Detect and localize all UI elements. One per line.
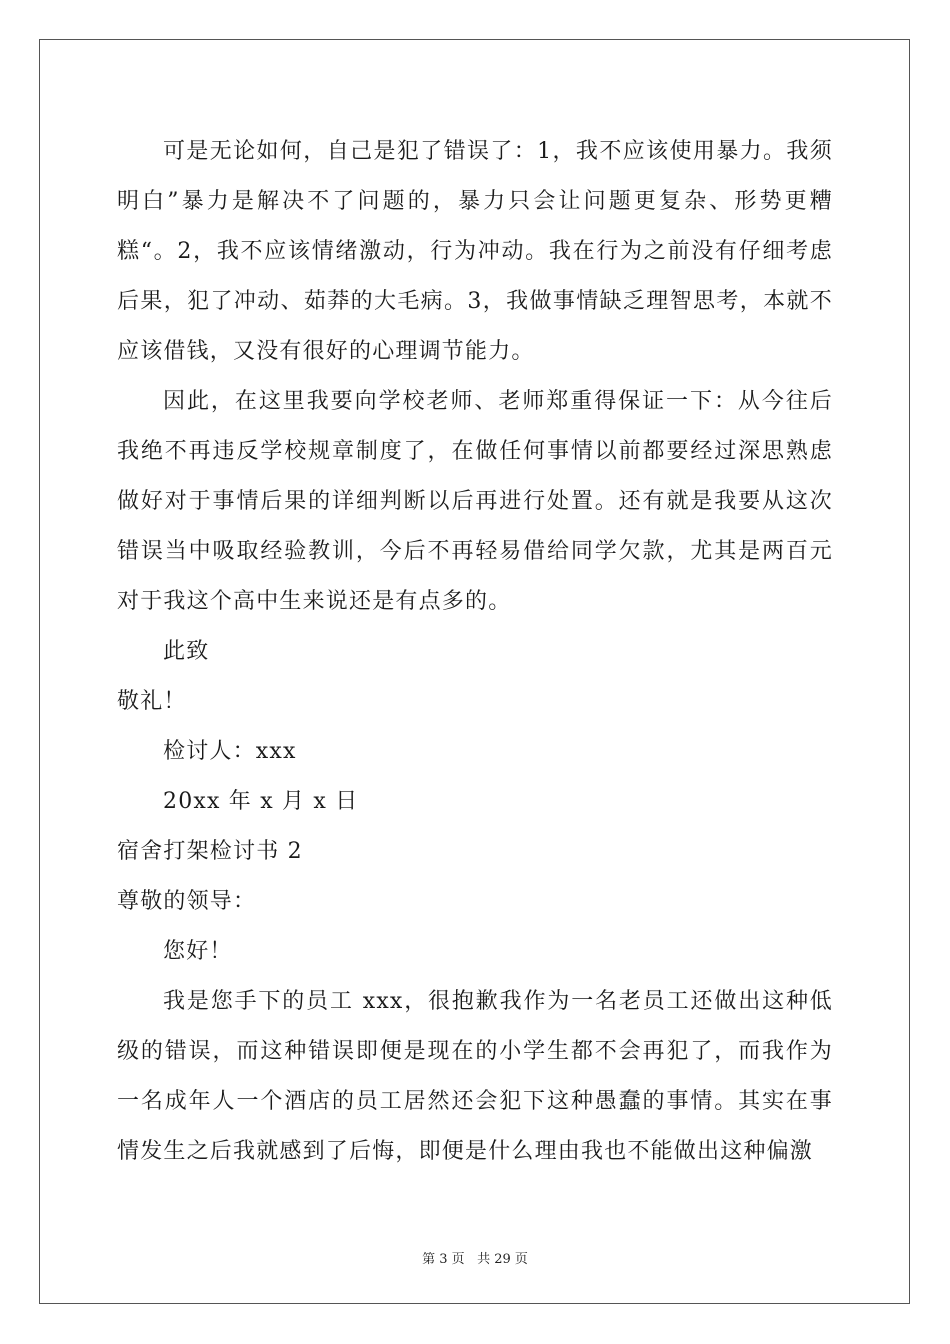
paragraph-promise: 因此，在这里我要向学校老师、老师郑重得保证一下：从今往后我绝不再违反学校规章制度了，在做任何事情以前都要经过深思熟虑做好对于事情后果的详细判断以后再进行处置。还有就是我要从这次错误当中吸取经验教训，今后不再轻易借给同学欠款，尤其是两百元对于我这个高中生来说还是有点多的。 xyxy=(117,389,833,614)
letter-greeting: 尊敬的领导： xyxy=(117,889,257,914)
closing-regards: 敬礼！ xyxy=(117,689,187,714)
closing-salutation: 此致 xyxy=(163,639,210,664)
page-number: 第 3 页 xyxy=(422,1252,465,1267)
paragraph-mistakes: 可是无论如何，自己是犯了错误了：1，我不应该使用暴力。我须明白”暴力是解决不了问题的，暴力只会让问题更复杂、形势更糟糕“。2，我不应该情绪激动，行为冲动。我在行为之前没有仔细考虑后果，犯了冲动、茹莽的大毛病。3，我做事情缺乏理智思考，本就不应该借钱，又没有很好的心理调节能力。 xyxy=(117,139,833,364)
page-footer xyxy=(0,1248,950,1267)
signature-date: 20xx 年 x 月 x 日 xyxy=(163,789,359,814)
paragraph-apology: 我是您手下的员工 xxx，很抱歉我作为一名老员工还做出这种低级的错误，而这种错误即便是现在的小学生都不会再犯了，而我作为一名成年人一个酒店的员工居然还会犯下这种愚蠢的事情。其实在事情发生之后我就感到了后悔，即便是什么理由我也不能做出这种偏激 xyxy=(117,989,833,1164)
page-total: 共 29 页 xyxy=(477,1252,528,1267)
section-title: 宿舍打架检讨书 2 xyxy=(117,839,303,864)
letter-hello: 您好！ xyxy=(163,939,233,964)
document-body xyxy=(117,127,833,1177)
signature-author: 检讨人：xxx xyxy=(163,739,297,764)
